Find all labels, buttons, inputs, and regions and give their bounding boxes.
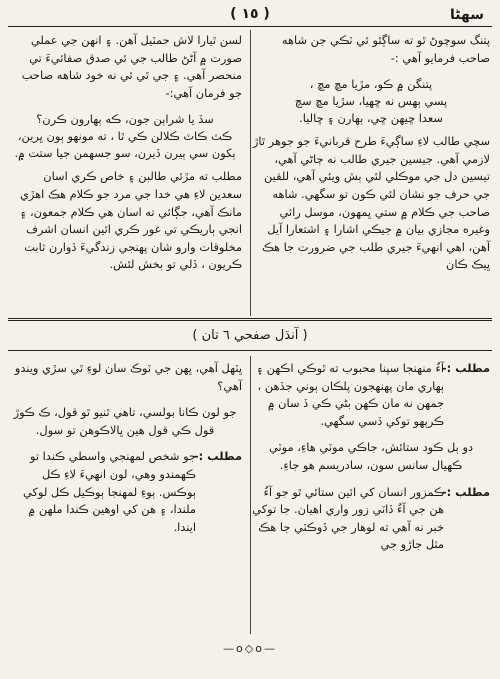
verse-entry xyxy=(8,404,242,439)
verse-block xyxy=(252,76,490,127)
top-right-column xyxy=(252,32,490,283)
verse-block xyxy=(8,111,242,162)
top-left-column xyxy=(8,32,242,283)
section-rule xyxy=(8,318,492,321)
header-rule xyxy=(8,26,492,27)
meaning-tag: مطلب :- xyxy=(441,484,490,499)
verse-line: ڪٽ ڪاٽ ڪلالن ڪي ٿا ، ته مونهو ٻون ڀرين، xyxy=(17,129,233,144)
meaning-text: جو شخص لمهنجي واسطي ڪندا تو ڪهمندو وهي، لون انهيءَ لاءِ ڪل ٻوڪس. ٻوءِ لمهنجا ٻوڪيل ڪل لوکي ملندا، ۽ هن کي اوهين ڪندا ملهن ۾ ايندا. xyxy=(23,449,196,534)
column-divider xyxy=(250,356,251,634)
intro-text: پتنگ سوچوڻ ٿو ته ساڳئو ئي ٽڪي جن شاهه صاحب فرمايو آهي :- xyxy=(281,33,490,65)
meaning-entry xyxy=(252,484,490,554)
continuation-text: ڀٽهل آهي، ڀهن جي ٽوڪ سان لوءِ ٿي سڙي ويندو آهي؟ xyxy=(14,361,242,393)
end-ornament: —o◇o— xyxy=(223,642,277,655)
commentary-text: مطلب ته مڙئي طالبن ۽ خاص ڪري اسان سعدين لاءِ هي خدا جي مرد جو ڪلام هڪ اهڙي مانڪ آهي، جڳائي ته اسان هي ڪلام جمعون، ۽ انجي ٻاريڪي تي غور ڪري ائين انسان اشرف مخلوقات وارو شان پهنجي زندگيءَ ڏوارن ثابت ڪريون ، ڏلي تو بخش لئش. xyxy=(19,169,242,272)
verse-line: سعدا ڇيهن ڇي، ٻهارن ۽ ڇاليا. xyxy=(299,111,443,126)
section-heading-rule xyxy=(8,350,492,351)
verse-line: ٻکون سي ٻيرن ڏيرن، سو جسهمن جيا ستت ۾. xyxy=(14,146,236,161)
verse-line: پتنگن ۾ ڪو، مڙيا مڇ مڇ ، xyxy=(309,77,433,92)
meaning-text: ڪمزور انسان کي ائين ستائي ٿو جو آءُ هن جي آءُ ڏاٽي زور واري اهيان. جا توکي خبر نه آهي ته لوهار جي ڏوڪٽي جا هڪ مثل جاڙو جي xyxy=(252,484,444,552)
bottom-left-column xyxy=(8,360,242,545)
meaning-entry xyxy=(8,448,242,536)
column-divider xyxy=(250,30,251,316)
page-number: ( ١٥ ) xyxy=(230,6,270,22)
meaning-tag: مطلب :- xyxy=(193,449,242,464)
verse-text: دو ٻل ڪود ستائش، جاڪي موٽي هاءِ، موٽي ڪهيال سانس سون، سادريسم هو جاءِ. xyxy=(268,440,474,472)
meaning-tag: مطلب :- xyxy=(441,361,490,375)
verse-line: پسي ٻهس نه ڇهيا، سڙيا مڇ سچ xyxy=(294,94,448,109)
section-heading: ( آنڌل صفحي ٦ تان ) xyxy=(192,328,308,343)
continuation-entry xyxy=(8,360,242,395)
verse-line: سڏ يا شراٻن جون، ڪه ٻهارون ڪرن؟ xyxy=(36,112,214,127)
running-title: سهڻا xyxy=(450,7,484,23)
page-header xyxy=(10,6,490,26)
commentary-text: سچي طالب لاءِ ساڳيءَ طرح قربانيءَ جو جوهر ٿاڙ لازمي آهي. جيسين جيري طالب نه ڄاڻي آهي، تيسين دل جي موڪلي لئي ٻش ويئي آهي، للقين جي حرف جو نشان لئي ڪون تو سگهي. شاهه صاحب جي ڪلام ۾ ستي ڀمهون، موسل رائي وغيره مجازي بيان ۾ جيڪي اشارا ۽ اشتعارا آيل آهن، اهي انهيءَ جيري طلب جي ضرورت جا هڪ ڀيڪ ڪان xyxy=(252,134,490,272)
bottom-right-column xyxy=(252,360,490,563)
meaning-text: آءُ منهنجا سپنا محبوب ته ٿوڪي اڪهن ۽ ٻهاري مان پهنهجون پلڪان ٻوني جڏهن ، جمهن نه مان ڪهن بڻي ڪي ڏ سان ۾ ڪرٻهو توکي ڏسي سگهي. xyxy=(256,361,444,428)
verse-text: جو لون ڪانا بولسي، تاهي ٿنيو ٿو قول، ڪ ڪوڙ قول ڪي قول هين ڀالاڪوهن تو سول. xyxy=(13,405,237,437)
meaning-entry xyxy=(252,360,490,430)
commentary-text: لسن ٿيارا لاش حمٽيل آهن. ۽ انهن جي عملي صورت ۾ آڻڻ طالب جي ئي صدق صفائيءَ تي منحصر آهي. ۽ جي ٿي ئي نه خود شاهه صاحب جو فرمان آهي:- xyxy=(21,33,242,100)
verse-entry xyxy=(252,439,490,474)
